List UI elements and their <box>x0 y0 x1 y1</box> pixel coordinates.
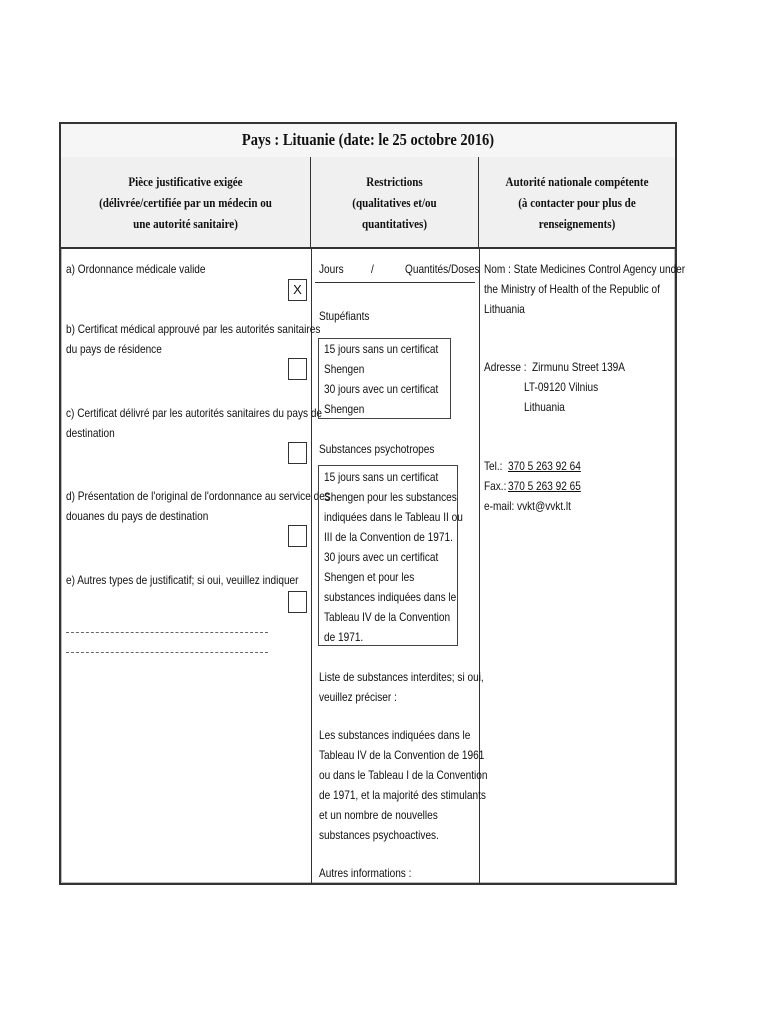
doc-a-label: a) Ordonnance médicale valide <box>66 262 206 276</box>
psy-line6: Shengen et pour les <box>324 570 415 584</box>
header-documents-line2: (délivrée/certifiée par un médecin ou <box>99 195 272 210</box>
header-authority-line1: Autorité nationale compétente <box>505 174 649 189</box>
header-authority-line2: (à contacter pour plus de renseignements) <box>518 195 636 231</box>
column-divider-1 <box>311 247 312 883</box>
country-form-table <box>59 122 686 885</box>
stupefiants-label: Stupéfiants <box>319 309 370 323</box>
interdites-label-line2: veuillez préciser : <box>319 690 397 704</box>
doc-d-label-line2: douanes du pays de destination <box>66 509 209 523</box>
autres-informations-label: Autres informations : <box>319 866 412 880</box>
psy-line7: substances indiquées dans le <box>324 590 457 604</box>
interdites-text-line6: substances psychoactives. <box>319 828 439 842</box>
authority-name-line1: Nom : State Medicines Control Agency under <box>484 262 686 276</box>
doc-e-fill-line-1[interactable] <box>66 632 268 633</box>
jours-underline <box>315 282 475 283</box>
psychotropes-label: Substances psychotropes <box>319 442 435 456</box>
email-text: e-mail: vvkt@vvkt.lt <box>484 499 571 513</box>
address-line2: LT-09120 Vilnius <box>524 380 599 394</box>
doc-b-label-line1: b) Certificat médical approuvé par les autorités sanitaires <box>66 322 321 336</box>
doc-c-checkbox[interactable] <box>288 442 307 464</box>
psy-line4: III de la Convention de 1971. <box>324 530 453 544</box>
interdites-text-line2: Tableau IV de la Convention de 1961 <box>319 748 485 762</box>
quantites-label: Quantités/Doses <box>405 262 480 276</box>
header-authority <box>479 157 675 247</box>
psy-line9: de 1971. <box>324 630 364 644</box>
header-restrictions-line2: (qualitatives et/ou quantitatives) <box>352 195 437 231</box>
header-restrictions-line1: Restrictions <box>366 174 423 189</box>
doc-d-label-line1: d) Présentation de l'original de l'ordonnance au service des <box>66 489 330 503</box>
doc-a-checkbox[interactable]: X <box>288 279 307 301</box>
fax-label: Fax.: <box>484 479 507 493</box>
interdites-text-line4: de 1971, et la majorité des stimulants <box>319 788 486 802</box>
psy-line1: 15 jours sans un certificat <box>324 470 439 484</box>
jours-slash: / <box>371 262 374 276</box>
address-line3: Lithuania <box>524 400 565 414</box>
address-label: Adresse : <box>484 360 527 374</box>
address-line1: Zirmunu Street 139A <box>532 360 626 374</box>
doc-d-checkbox[interactable] <box>288 525 307 547</box>
interdites-label-line1: Liste de substances interdites; si oui, <box>319 670 484 684</box>
authority-name-line2: the Ministry of Health of the Republic of <box>484 282 660 296</box>
page-title: Pays : Lituanie (date: le 25 octobre 2016) <box>241 130 495 149</box>
doc-b-checkbox[interactable] <box>288 358 307 380</box>
psy-line8: Tableau IV de la Convention <box>324 610 451 624</box>
interdites-text-line5: et un nombre de nouvelles <box>319 808 438 822</box>
jours-label: Jours <box>319 262 344 276</box>
doc-e-checkbox[interactable] <box>288 591 307 613</box>
header-documents <box>61 157 311 247</box>
tel-label: Tel.: <box>484 459 503 473</box>
header-documents-line3: une autorité sanitaire) <box>133 216 238 231</box>
doc-e-label: e) Autres types de justificatif; si oui, veuillez indiquer <box>66 573 299 587</box>
title-row <box>61 124 675 159</box>
header-row <box>61 157 675 249</box>
psy-line3: indiquées dans le Tableau II ou <box>324 510 463 524</box>
authority-name-line3: Lithuania <box>484 302 525 316</box>
header-restrictions <box>311 157 479 247</box>
psy-line5: 30 jours avec un certificat <box>324 550 439 564</box>
stupefiants-line4: Shengen <box>324 402 365 416</box>
interdites-text-line1: Les substances indiquées dans le <box>319 728 471 742</box>
header-documents-line1: Pièce justificative exigée <box>128 174 243 189</box>
doc-c-label-line2: destination <box>66 426 115 440</box>
tel-link[interactable]: 370 5 263 92 64 <box>508 459 581 473</box>
psy-line2: Shengen pour les substances <box>324 490 457 504</box>
doc-c-label-line1: c) Certificat délivré par les autorités sanitaires du pays de <box>66 406 323 420</box>
stupefiants-line3: 30 jours avec un certificat <box>324 382 439 396</box>
interdites-text-line3: ou dans le Tableau I de la Convention <box>319 768 488 782</box>
doc-e-fill-line-2[interactable] <box>66 652 268 653</box>
doc-b-label-line2: du pays de résidence <box>66 342 162 356</box>
stupefiants-line2: Shengen <box>324 362 365 376</box>
fax-link[interactable]: 370 5 263 92 65 <box>508 479 581 493</box>
stupefiants-line1: 15 jours sans un certificat <box>324 342 439 356</box>
